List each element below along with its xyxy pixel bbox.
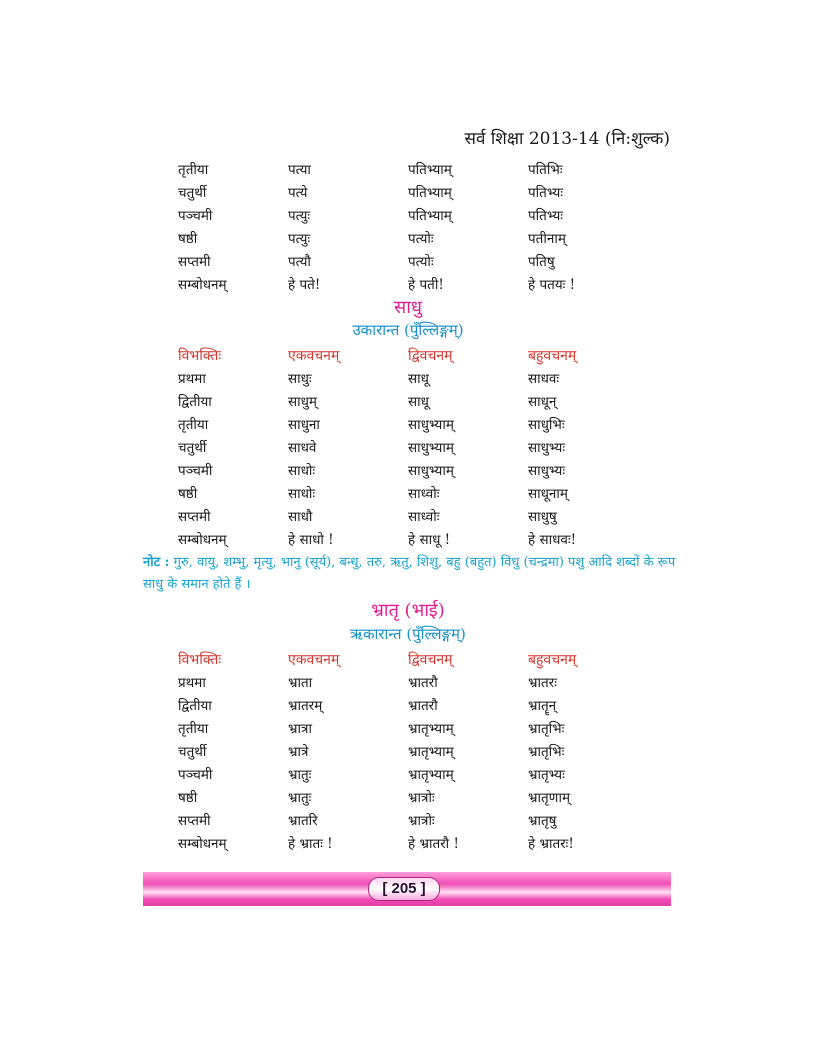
table-cell: भ्रातृभ्यः [528, 767, 565, 783]
table-cell: भ्रातृभ्याम् [408, 744, 454, 760]
page-number: [ 205 ] [368, 877, 440, 901]
table-row [178, 183, 648, 206]
table-row [178, 415, 648, 438]
table-cell: पञ्चमी [178, 208, 213, 224]
table-cell: भ्रातृषु [528, 813, 557, 829]
table-cell: साधुभ्यः [528, 463, 566, 479]
table-cell: साधुना [288, 417, 320, 433]
table-cell: हे पतयः ! [528, 277, 576, 293]
table-row [178, 369, 648, 392]
table-cell: भ्रातृभ्याम् [408, 721, 454, 737]
table-cell: सप्तमी [178, 254, 211, 270]
table-cell: हे भ्रातरौ ! [408, 836, 459, 852]
sadhu-title: साधु [394, 297, 422, 318]
table-cell: साध्वोः [408, 509, 440, 525]
table-cell: भ्रातुः [288, 790, 312, 806]
table-cell: षष्ठी [178, 790, 198, 806]
table-row [178, 811, 648, 834]
table-cell: साधुभिः [528, 417, 565, 433]
table-row [178, 530, 648, 553]
table-cell: साधुभ्यः [528, 440, 566, 456]
table-cell: भ्रातुः [288, 767, 312, 783]
table-cell: पतिभ्याम् [408, 185, 452, 201]
table-cell: प्रथमा [178, 675, 206, 691]
table-cell: साधूनाम् [528, 486, 568, 502]
table-cell: हे भ्रातरः! [528, 836, 574, 852]
table-cell: तृतीया [178, 417, 209, 433]
table-header-row [178, 650, 648, 673]
table-cell: भ्रात्रोः [408, 790, 435, 806]
table-cell: पतिभ्यः [528, 185, 564, 201]
table-cell: पञ्चमी [178, 463, 213, 479]
table-cell: भ्रातरः [528, 675, 557, 691]
table-cell: सम्बोधनम् [178, 836, 227, 852]
table-row [178, 438, 648, 461]
table-row [178, 461, 648, 484]
table-row [178, 252, 648, 275]
table-cell: पत्युः [288, 208, 311, 224]
table-row [178, 834, 648, 857]
table-header-row [178, 346, 648, 369]
table-cell: चतुर्थी [178, 185, 207, 201]
table-row [178, 392, 648, 415]
table-row [178, 160, 648, 183]
table-cell: साधुभ्याम् [408, 440, 454, 456]
table-cell: चतुर्थी [178, 744, 207, 760]
table-cell: साधून् [528, 394, 557, 410]
table-row [178, 788, 648, 811]
note-label: नोट : [143, 555, 170, 570]
table-row [178, 484, 648, 507]
table-cell: पतीनाम् [528, 231, 566, 247]
table-cell: पत्यौ [288, 254, 311, 270]
table-cell: भ्रात्रोः [408, 813, 435, 829]
table-cell: हे साधवः! [528, 532, 577, 548]
table-row [178, 673, 648, 696]
table-cell: साधुम् [288, 394, 317, 410]
bhratri-title: भ्रातृ (भाई) [371, 600, 445, 621]
table-cell: भ्रात्रा [288, 721, 312, 737]
table-cell: हे पती! [408, 277, 444, 293]
sadhu-declension-table [178, 346, 648, 553]
table-cell: प्रथमा [178, 371, 206, 387]
table-cell: भ्रातृभिः [528, 744, 565, 760]
table-cell: भ्रातृभिः [528, 721, 565, 737]
table-cell: हे साधू ! [408, 532, 451, 548]
table-cell: भ्रातरौ [408, 698, 438, 714]
table-row [178, 719, 648, 742]
table-cell: पत्या [288, 162, 311, 178]
table-cell: साधुषु [528, 509, 557, 525]
table-cell: भ्रात्रे [288, 744, 309, 760]
table-cell: साधू [408, 394, 429, 410]
table-cell: पञ्चमी [178, 767, 213, 783]
table-cell: साधुभ्याम् [408, 463, 454, 479]
table-cell: भ्राता [288, 675, 313, 691]
table-cell: पतिभ्याम् [408, 208, 452, 224]
table-cell: पतिभ्याम् [408, 162, 452, 178]
page-header: सर्व शिक्षा 2013-14 (नि:शुल्क) [464, 129, 670, 149]
column-header: एकवचनम् [288, 652, 340, 668]
table-cell: साधवे [288, 440, 317, 456]
table-row [178, 742, 648, 765]
table-cell: सम्बोधनम् [178, 532, 227, 548]
pati-declension-table [178, 160, 648, 298]
column-header: बहुवचनम् [528, 348, 577, 364]
table-cell: हे साधो ! [288, 532, 334, 548]
table-cell: षष्ठी [178, 231, 198, 247]
table-cell: पत्युः [288, 231, 311, 247]
bhratri-subtitle: ऋकारान्त (पुँल्लिङ्गम्) [350, 625, 466, 643]
table-row [178, 507, 648, 530]
table-cell: साधोः [288, 486, 316, 502]
table-cell: तृतीया [178, 162, 209, 178]
table-cell: साधवः [528, 371, 560, 387]
table-row [178, 229, 648, 252]
table-cell: हे पते! [288, 277, 321, 293]
column-header: बहुवचनम् [528, 652, 577, 668]
table-row [178, 696, 648, 719]
bhratri-declension-table [178, 650, 648, 857]
table-cell: साधौ [288, 509, 313, 525]
table-cell: भ्रातरम् [288, 698, 323, 714]
table-cell: पतिषु [528, 254, 555, 270]
table-cell: भ्रातरौ [408, 675, 438, 691]
table-cell: सप्तमी [178, 813, 211, 829]
table-cell: साधू [408, 371, 429, 387]
column-header: द्विवचनम् [408, 652, 453, 668]
table-cell: भ्रातरि [288, 813, 318, 829]
table-cell: षष्ठी [178, 486, 198, 502]
column-header: एकवचनम् [288, 348, 340, 364]
table-cell: द्वितीया [178, 394, 212, 410]
table-cell: भ्रातॄन् [528, 698, 557, 714]
table-cell: साधोः [288, 463, 316, 479]
table-row [178, 206, 648, 229]
table-cell: पत्योः [408, 231, 434, 247]
table-cell: सम्बोधनम् [178, 277, 227, 293]
table-cell: साध्वोः [408, 486, 440, 502]
table-cell: पतिभ्यः [528, 208, 564, 224]
table-cell: द्वितीया [178, 698, 212, 714]
table-cell: भ्रातृणाम् [528, 790, 571, 806]
sadhu-subtitle: उकारान्त (पुँल्लिङ्गम्) [352, 321, 464, 339]
table-cell: पत्ये [288, 185, 308, 201]
table-cell: तृतीया [178, 721, 209, 737]
table-cell: सप्तमी [178, 509, 211, 525]
table-cell: पतिभिः [528, 162, 563, 178]
table-cell: भ्रातृभ्याम् [408, 767, 454, 783]
table-cell: साधुः [288, 371, 312, 387]
column-header: विभक्तिः [178, 348, 222, 364]
table-cell: चतुर्थी [178, 440, 207, 456]
column-header: विभक्तिः [178, 652, 222, 668]
table-cell: हे भ्रातः ! [288, 836, 333, 852]
table-cell: पत्योः [408, 254, 434, 270]
note-text: गुरु, वायु, शम्भु, मृत्यु, भानु (सूर्य), बन्धु, तरु, ऋतु, शिशु, बहु (बहुत) विधु (चन्द्रमा) पशु आदि शब्दों के रूप साधु के समान होते हैं । [143, 555, 676, 592]
column-header: द्विवचनम् [408, 348, 453, 364]
table-row [178, 765, 648, 788]
table-cell: साधुभ्याम् [408, 417, 454, 433]
note-paragraph [143, 552, 678, 596]
